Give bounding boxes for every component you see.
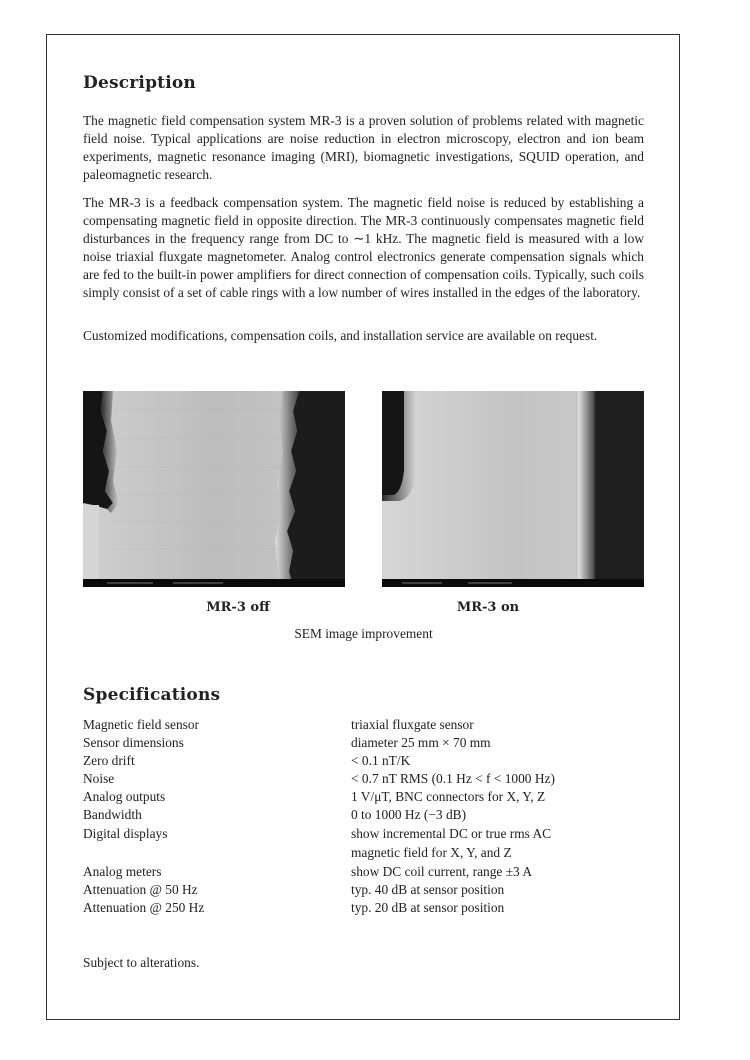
caption-mr3-off: MR-3 off xyxy=(206,600,270,615)
spec-row xyxy=(83,770,644,788)
sem-image-on-graphic xyxy=(382,391,644,587)
description-paragraph-2: The MR-3 is a feedback compensation system. The magnetic field noise is reduced by establishing a compensating magnetic field in opposite direction. The MR-3 continuously compensates magnetic field disturbances in the frequency range from DC to ∼1 kHz. The magnetic field is measured with a low noise triaxial fluxgate magnetometer. Analog control electronics generate compensation signals which are fed to the built-in power amplifiers for direct connection of compensation coils. Typically, such coils simply consist of a set of cable rings with a low number of wires installed in the edges of the laboratory. xyxy=(83,195,644,300)
description-heading: Description xyxy=(83,73,196,93)
sem-image-off-graphic xyxy=(83,391,345,587)
spec-value: < 0.7 nT RMS (0.1 Hz < f < 1000 Hz) xyxy=(351,771,555,786)
sem-image-on xyxy=(382,391,644,587)
spec-value: 0 to 1000 Hz (−3 dB) xyxy=(351,807,467,822)
spec-label: Noise xyxy=(83,771,115,786)
spec-label: Attenuation @ 50 Hz xyxy=(83,882,198,897)
spec-label: Attenuation @ 250 Hz xyxy=(83,900,205,915)
spec-value: diameter 25 mm × 70 mm xyxy=(351,735,491,750)
spec-row xyxy=(83,734,644,752)
spec-value: < 0.1 nT/K xyxy=(351,753,411,768)
spec-label: Analog outputs xyxy=(83,789,166,804)
spec-row xyxy=(83,825,644,843)
spec-row xyxy=(83,881,644,899)
spec-label: Bandwidth xyxy=(83,807,142,822)
spec-row xyxy=(83,863,644,881)
spec-value: show DC coil current, range ±3 A xyxy=(351,864,533,879)
description-paragraph-3: Customized modifications, compensation coils, and installation service are available on request. xyxy=(83,328,598,343)
spec-row xyxy=(83,788,644,806)
footer-note: Subject to alterations. xyxy=(83,955,200,970)
spec-value: typ. 40 dB at sensor position xyxy=(351,882,505,897)
spec-row xyxy=(83,716,644,734)
spec-label: Sensor dimensions xyxy=(83,735,184,750)
spec-label: Magnetic field sensor xyxy=(83,717,200,732)
spec-value: magnetic field for X, Y, and Z xyxy=(351,845,512,860)
sem-image-off xyxy=(83,391,345,587)
figure-caption: SEM image improvement xyxy=(294,626,433,641)
spec-value: 1 V/μT, BNC connectors for X, Y, Z xyxy=(351,789,546,804)
spec-label: Zero drift xyxy=(83,753,135,768)
specifications-heading: Specifications xyxy=(83,685,221,705)
spec-row xyxy=(83,806,644,824)
spec-row xyxy=(83,752,644,770)
spec-label: Digital displays xyxy=(83,826,168,841)
spec-label: Analog meters xyxy=(83,864,162,879)
spec-row xyxy=(83,844,644,862)
caption-mr3-on: MR-3 on xyxy=(456,600,520,615)
spec-value: triaxial fluxgate sensor xyxy=(351,717,474,732)
description-paragraph-1: The magnetic field compensation system MR-3 is a proven solution of problems related with magnetic field noise. Typical applications are noise reduction in electron microscopy, electron and ion beam experiments, magnetic resonance imaging (MRI), biomagnetic investigations, SQUID operation, and paleomagnetic research. xyxy=(83,113,644,182)
spec-value: show incremental DC or true rms AC xyxy=(351,826,552,841)
spec-value: typ. 20 dB at sensor position xyxy=(351,900,505,915)
spec-row xyxy=(83,899,644,917)
